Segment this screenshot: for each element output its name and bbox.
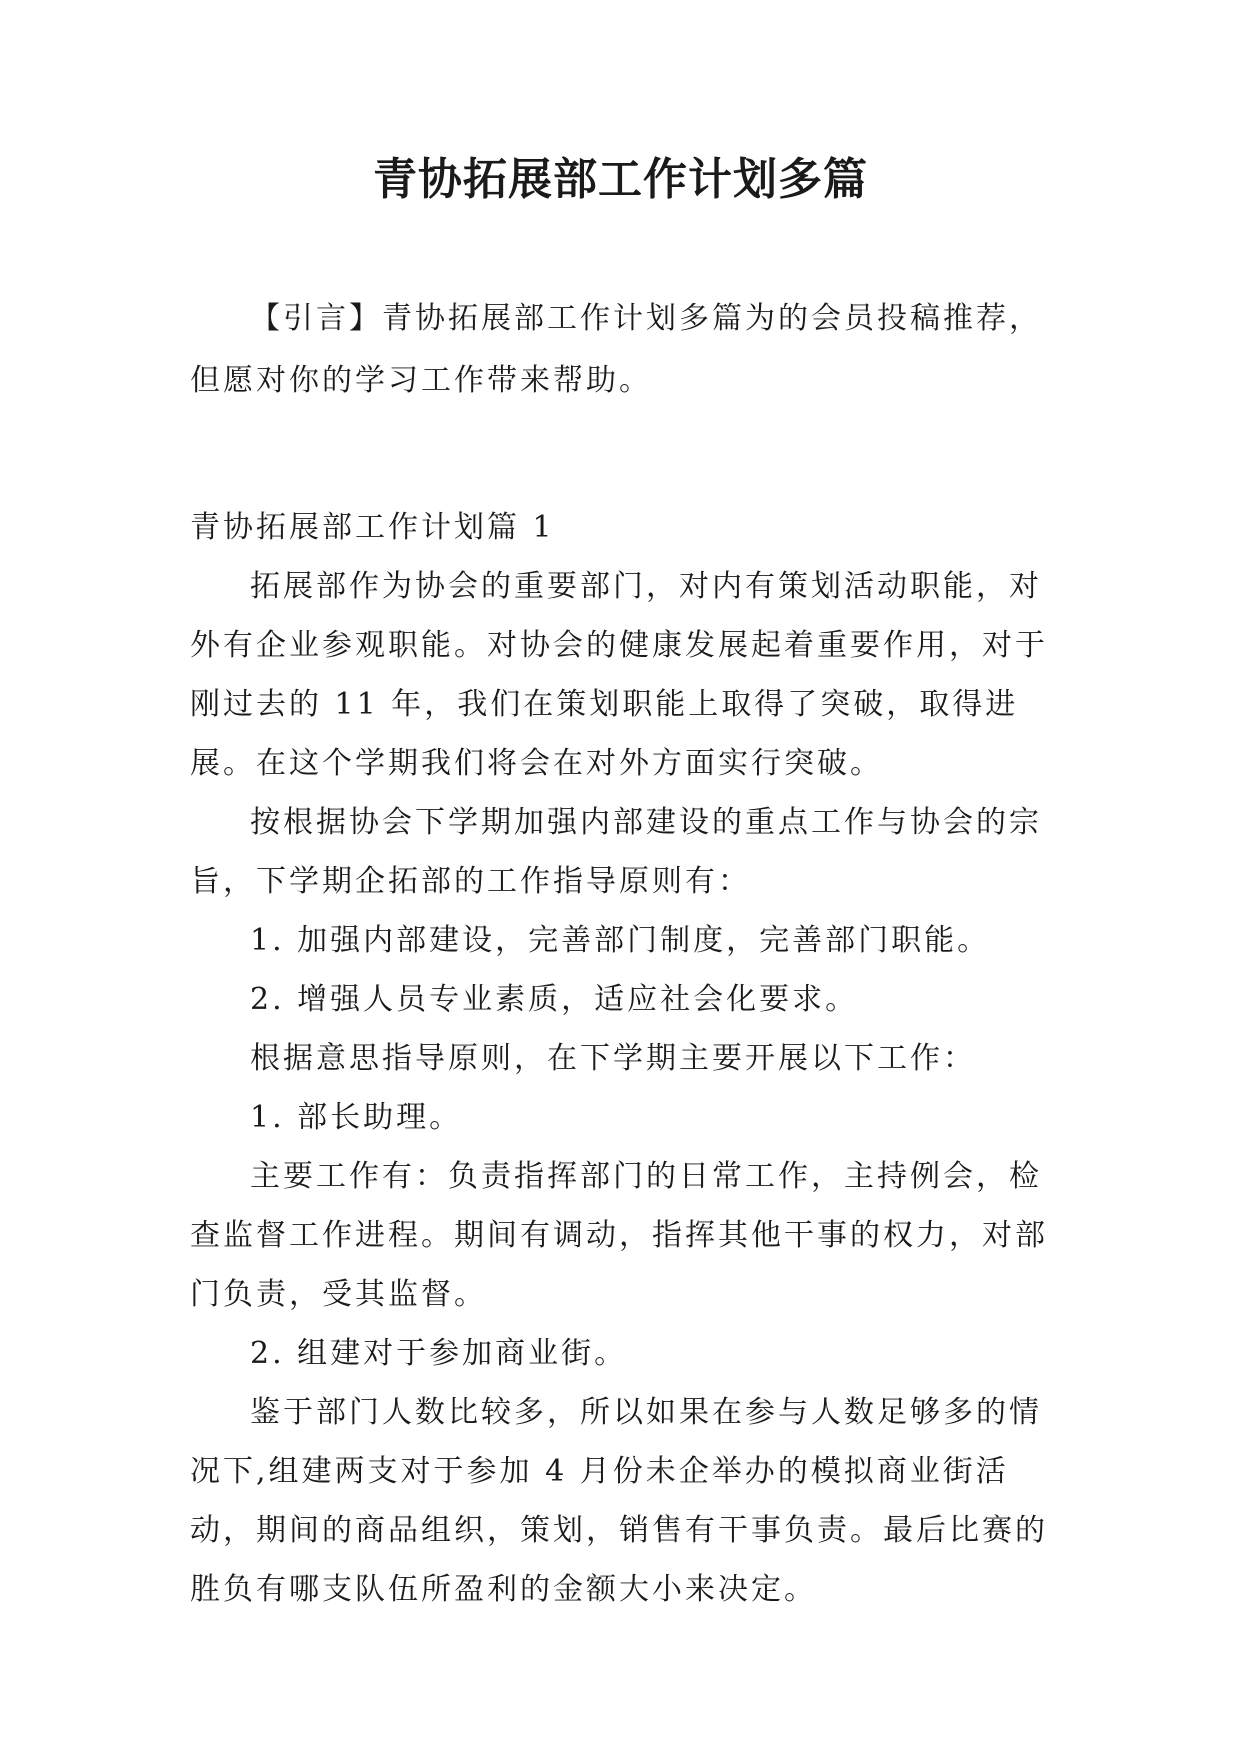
list-item: 2. 增强人员专业素质，适应社会化要求。 — [250, 982, 859, 1017]
document-title: 青协拓展部工作计划多篇 — [373, 154, 868, 205]
body-paragraph: 根据意思指导原则，在下学期主要开展以下工作： — [250, 1041, 976, 1076]
intro-paragraph: 【引言】青协拓展部工作计划多篇为的会员投稿推荐，但愿对你的学习工作带来帮助。 — [190, 301, 1042, 398]
section-heading: 青协拓展部工作计划篇 1 — [190, 510, 555, 545]
list-item: 1. 部长助理。 — [250, 1100, 463, 1135]
body-paragraph: 按根据协会下学期加强内部建设的重点工作与协会的宗旨，下学期企拓部的工作指导原则有： — [190, 805, 1042, 899]
document-body — [190, 288, 1050, 1619]
list-item: 2. 组建对于参加商业街。 — [250, 1336, 628, 1371]
body-paragraph: 拓展部作为协会的重要部门，对内有策划活动职能，对外有企业参观职能。对协会的健康发展起着重要作用，对于刚过去的 11 年，我们在策划职能上取得了突破，取得进展。在这个学期我们将会在对外方面实行突破。 — [190, 569, 1048, 781]
body-paragraph: 主要工作有：负责指挥部门的日常工作，主持例会，检查监督工作进程。期间有调动，指挥其他干事的权力，对部门负责，受其监督。 — [190, 1159, 1048, 1312]
body-paragraph: 鉴于部门人数比较多，所以如果在参与人数足够多的情况下,组建两支对于参加 4 月份未企举办的模拟商业街活动，期间的商品组织，策划，销售有干事负责。最后比赛的胜负有哪支队伍所盈利的金额大小来决定。 — [190, 1395, 1048, 1607]
list-item: 1. 加强内部建设，完善部门制度，完善部门职能。 — [250, 923, 991, 958]
